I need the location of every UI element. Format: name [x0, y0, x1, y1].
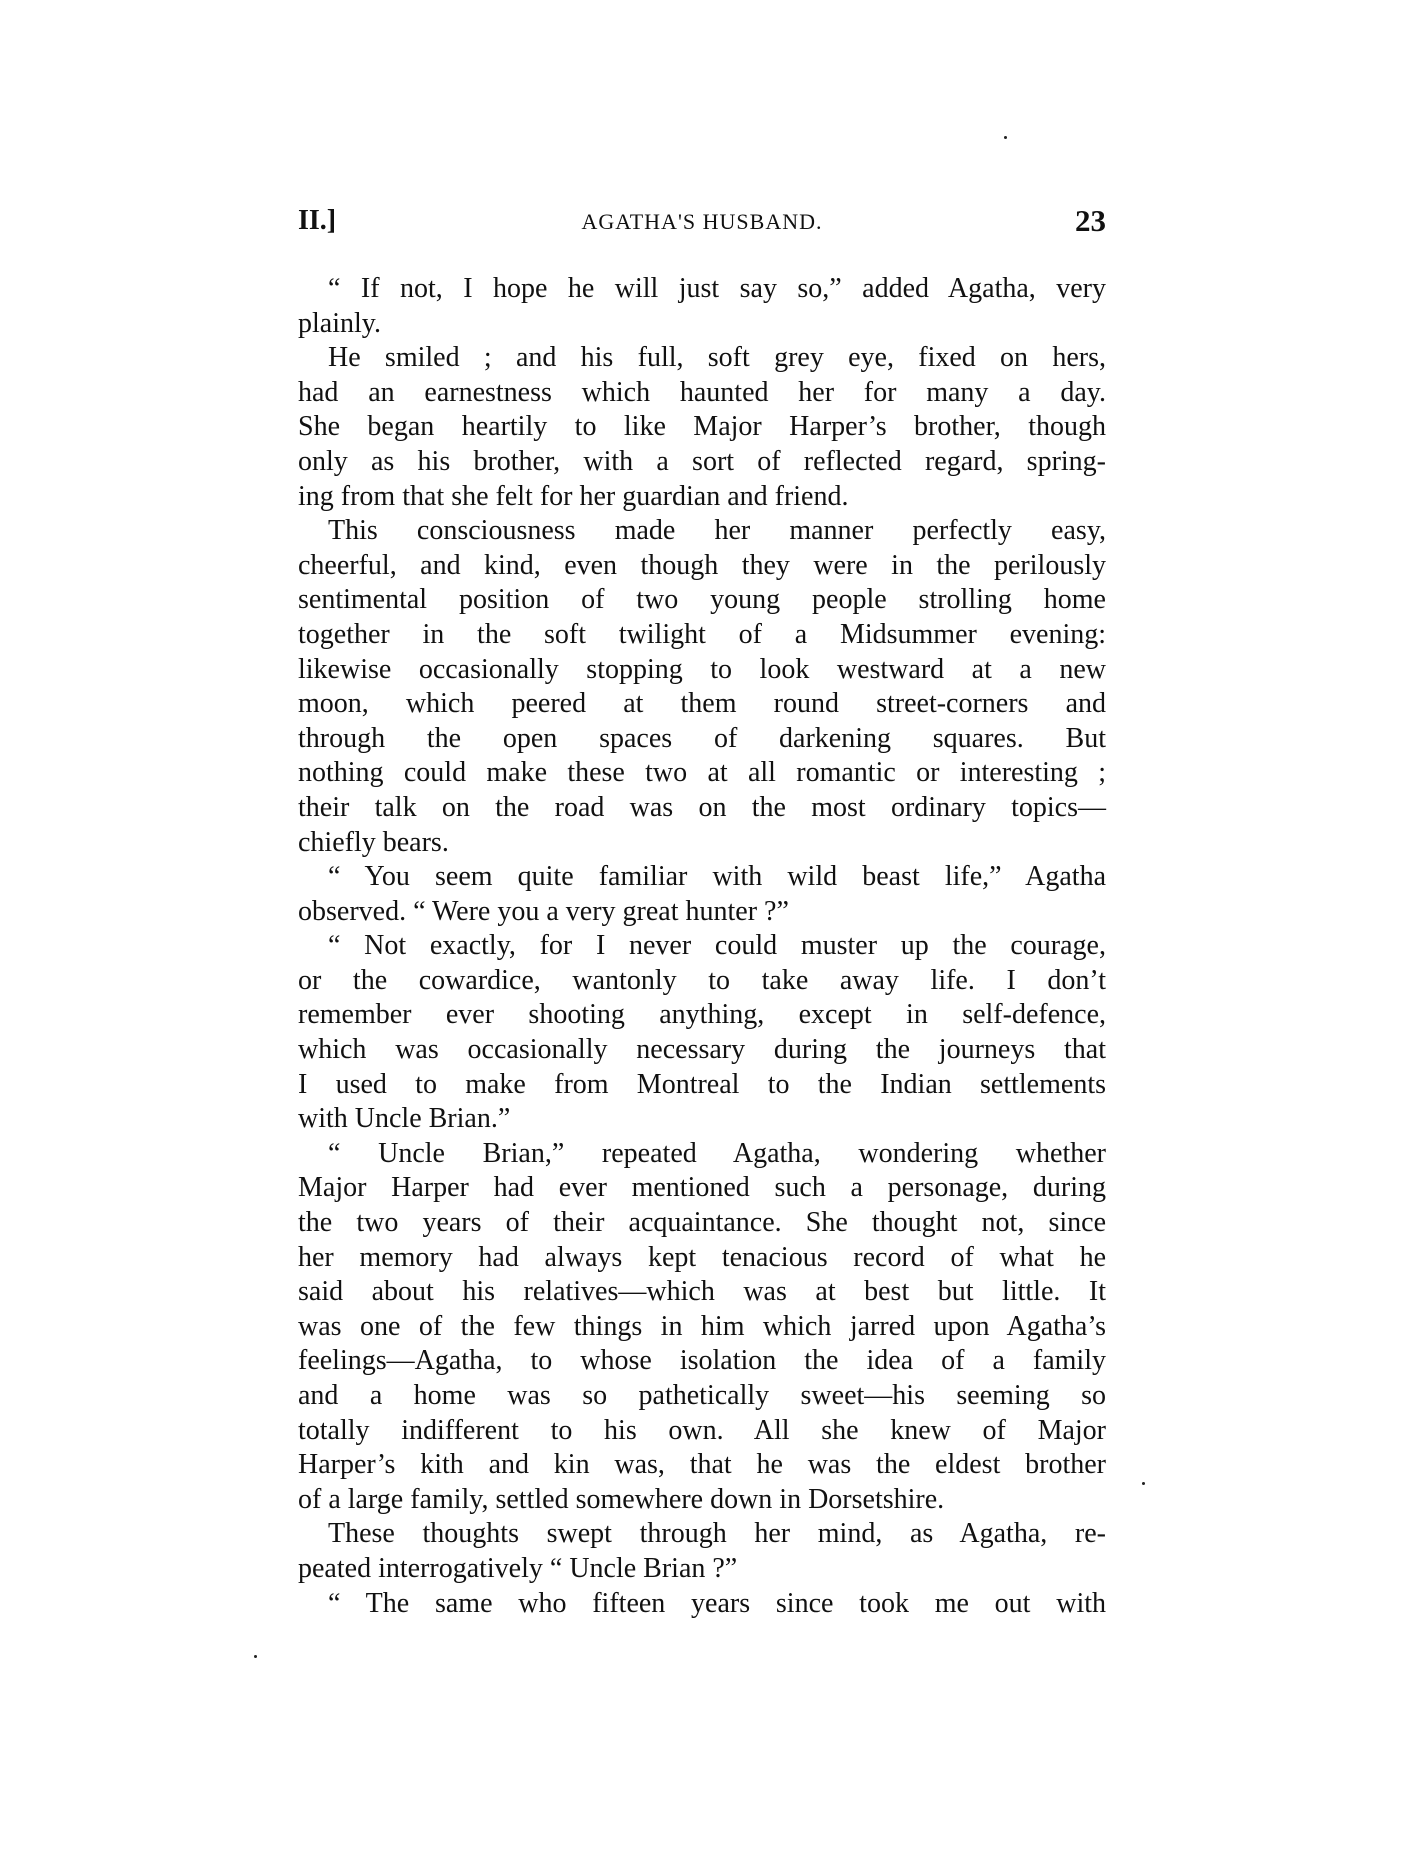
text-line: and a home was so pathetically sweet—his seeming so	[298, 1380, 1106, 1411]
text-line: ing from that she felt for her guardian and friend.	[298, 480, 849, 512]
text-line: He smiled ; and his full, soft grey eye, fixed on hers,	[328, 342, 1106, 374]
text-line: chiefly bears.	[298, 826, 449, 858]
text-line: or the cowardice, wantonly to take away life. I don’t	[298, 964, 1106, 996]
text-line: plainly.	[298, 307, 381, 339]
text-line: “ Uncle Brian,” repeated Agatha, wondering whether	[328, 1137, 1106, 1169]
text-line: was one of the few things in him which jarred upon Agatha’s	[298, 1310, 1106, 1342]
text-line: “ If not, I hope he will just say so,” added Agatha, very	[328, 273, 1106, 304]
text-line: feelings—Agatha, to whose isolation the idea of a family	[298, 1345, 1106, 1377]
paragraph	[298, 929, 1106, 1137]
paragraph	[298, 860, 1106, 929]
paragraph	[298, 1587, 1106, 1622]
text-line: sentimental position of two young people strolling home	[298, 584, 1106, 616]
paragraph	[298, 1517, 1106, 1586]
text-line: I used to make from Montreal to the Indian settlements	[298, 1068, 1106, 1100]
running-title: AGATHA'S HUSBAND.	[581, 209, 823, 234]
page-body-text	[298, 272, 1106, 1621]
scan-speck	[254, 1655, 257, 1658]
paragraph	[298, 514, 1106, 860]
text-line: totally indifferent to his own. All she knew of Major	[298, 1414, 1106, 1446]
text-line: “ You seem quite familiar with wild beast life,” Agatha	[328, 861, 1106, 893]
scan-speck	[1004, 136, 1007, 139]
text-line: moon, which peered at them round street-corners and	[298, 688, 1106, 720]
text-line: “ The same who fifteen years since took me out with	[328, 1587, 1106, 1619]
running-header	[298, 205, 1106, 241]
text-line: of a large family, settled somewhere down in Dorsetshire.	[298, 1483, 945, 1515]
text-line: remember ever shooting anything, except in self-defence,	[298, 999, 1106, 1031]
text-line: her memory had always kept tenacious record of what he	[298, 1241, 1106, 1273]
paragraph	[298, 272, 1106, 341]
scan-speck	[1142, 1482, 1145, 1485]
page-number: 23	[1075, 203, 1106, 238]
text-line: This consciousness made her manner perfectly easy,	[328, 515, 1106, 547]
paragraph	[298, 1137, 1106, 1518]
text-line: cheerful, and kind, even though they were in the perilously	[298, 549, 1106, 581]
chapter-number: II.]	[298, 205, 337, 236]
text-line: the two years of their acquaintance. She thought not, since	[298, 1207, 1106, 1239]
text-line: likewise occasionally stopping to look westward at a new	[298, 653, 1106, 685]
text-line: with Uncle Brian.”	[298, 1103, 511, 1135]
paragraph	[298, 341, 1106, 514]
text-line: together in the soft twilight of a Midsummer evening:	[298, 618, 1106, 650]
text-line: said about his relatives—which was at best but little. It	[298, 1276, 1106, 1308]
text-line: She began heartily to like Major Harper’s brother, though	[298, 411, 1106, 443]
text-line: peated interrogatively “ Uncle Brian ?”	[298, 1552, 738, 1584]
text-line: which was occasionally necessary during the journeys that	[298, 1034, 1106, 1066]
text-line: their talk on the road was on the most ordinary topics—	[298, 791, 1106, 823]
text-line: through the open spaces of darkening squares. But	[298, 722, 1106, 754]
text-line: These thoughts swept through her mind, as Agatha, re-	[328, 1518, 1106, 1550]
text-line: nothing could make these two at all romantic or interesting ;	[298, 757, 1106, 789]
text-line: Harper’s kith and kin was, that he was the eldest brother	[298, 1449, 1106, 1481]
text-line: observed. “ Were you a very great hunter ?”	[298, 895, 789, 927]
text-line: only as his brother, with a sort of reflected regard, spring-	[298, 445, 1106, 477]
text-line: “ Not exactly, for I never could muster up the courage,	[328, 930, 1106, 962]
text-line: Major Harper had ever mentioned such a personage, during	[298, 1172, 1106, 1204]
text-line: had an earnestness which haunted her for many a day.	[298, 376, 1106, 408]
